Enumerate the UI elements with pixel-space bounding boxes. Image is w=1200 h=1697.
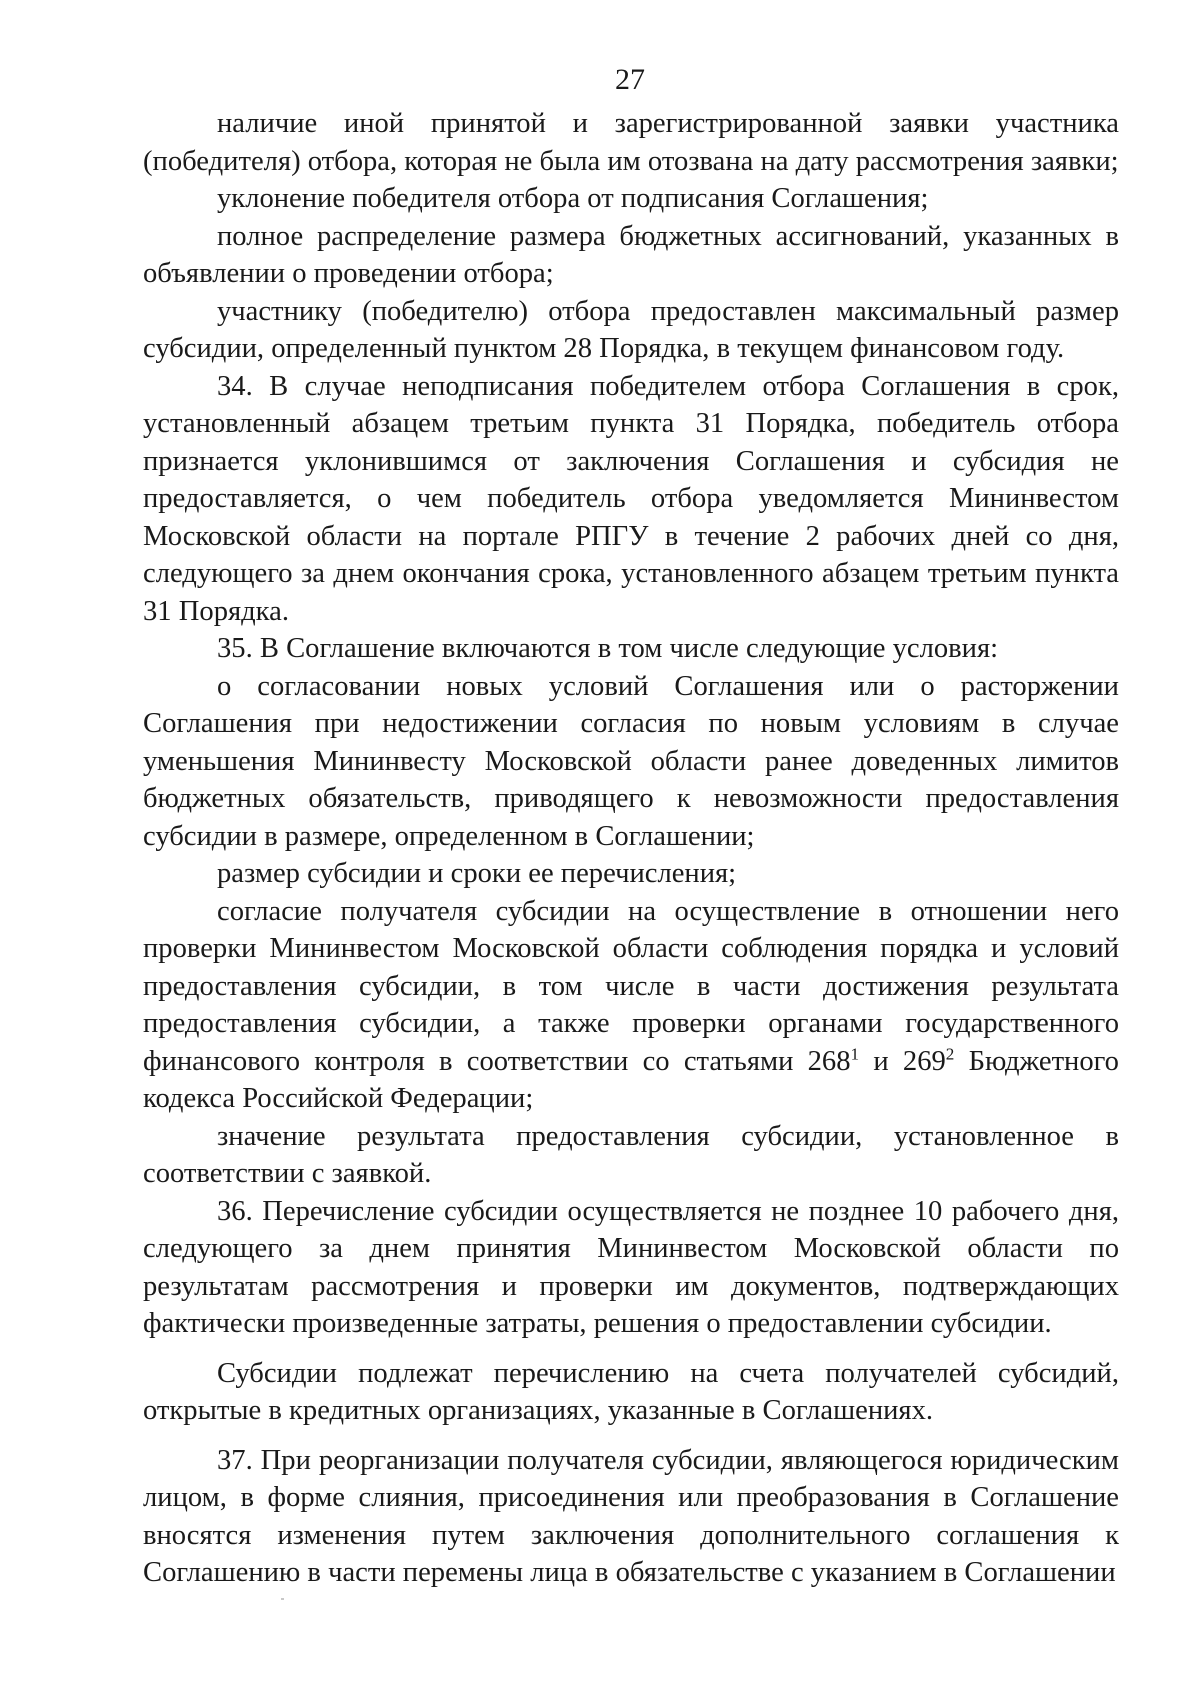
paragraph-clause-35: 35. В Соглашение включаются в том числе следующие условия: (217, 633, 999, 664)
paragraph-clause-34: 34. В случае неподписания победителем отбора Соглашения в срок, установленный абзацем третьим пункта 31 Порядка, победитель отбора признается уклонившимся от заключения Соглашения и субсидия не предоставляется, о чем победитель отбора уведомляется Мининвестом Московской области на портале РПГУ в течение 2 рабочих дней со дня, следующего за днем окончания срока, установленного абзацем третьим пункта 31 Порядка. (143, 370, 1119, 627)
consent-text-start: согласие получателя субсидии на осуществление в отношении него проверки Мининвестом Московской области соблюдения порядка и условий предоставления субсидии, в том числе в части достижения результата предоставления субсидии, а также проверки органами государственного финансового контроля в соответствии со статьями 268 (143, 895, 1119, 1077)
scan-artifact (281, 1598, 284, 1600)
paragraph-result-value: значение результата предоставления субсидии, установленное в соответствии с заявкой. (143, 1120, 1119, 1189)
paragraph-new-conditions: о согласовании новых условий Соглашения или о расторжении Соглашения при недостижении согласия по новым условиям в случае уменьшения Мининвесту Московской области ранее доведенных лимитов бюджетных обязательств, приводящего к невозможности предоставления субсидии в размере, определенном в Соглашении; (143, 670, 1119, 852)
paragraph-clause-37: 37. При реорганизации получателя субсидии, являющегося юридическим лицом, в форме слияния, присоединения или преобразования в Соглашение вносятся изменения путем заключения дополнительного соглашения к Соглашению в части перемены лица в обязательстве с указанием в Соглашении (143, 1444, 1119, 1588)
paragraph-max-subsidy: участнику (победителю) отбора предоставлен максимальный размер субсидии, определенный пунктом 28 Порядка, в текущем финансовом году. (143, 295, 1119, 364)
page-number: 27 (615, 63, 645, 96)
document-body (143, 105, 1119, 1592)
paragraph-subsidy-transfer-accounts: Субсидии подлежат перечислению на счета получателей субсидий, открытые в кредитных организациях, указанные в Соглашениях. (143, 1357, 1119, 1426)
consent-text-middle: и 269 (859, 1045, 946, 1077)
superscript-1: 1 (850, 1043, 860, 1063)
paragraph-budget-allocation: полное распределение размера бюджетных ассигнований, указанных в объявлении о проведении отбора; (143, 220, 1119, 289)
paragraph-winner-evasion: уклонение победителя отбора от подписания Соглашения; (217, 183, 929, 214)
paragraph-recipient-consent (143, 893, 1119, 1118)
paragraph-subsidy-amount-terms: размер субсидии и сроки ее перечисления; (217, 858, 737, 889)
paragraph-participant-other-application: наличие иной принятой и зарегистрированной заявки участника (победителя) отбора, которая не была им отозвана на дату рассмотрения заявки; (143, 108, 1119, 177)
paragraph-clause-36: 36. Перечисление субсидии осуществляется не позднее 10 рабочего дня, следующего за днем принятия Мининвестом Московской области по результатам рассмотрения и проверки им документов, подтверждающих фактически произведенные затраты, решения о предоставлении субсидии. (143, 1195, 1119, 1339)
consent-text-end: Бюджетного кодекса Российской Федерации; (143, 1045, 1119, 1114)
superscript-2: 2 (945, 1043, 955, 1063)
